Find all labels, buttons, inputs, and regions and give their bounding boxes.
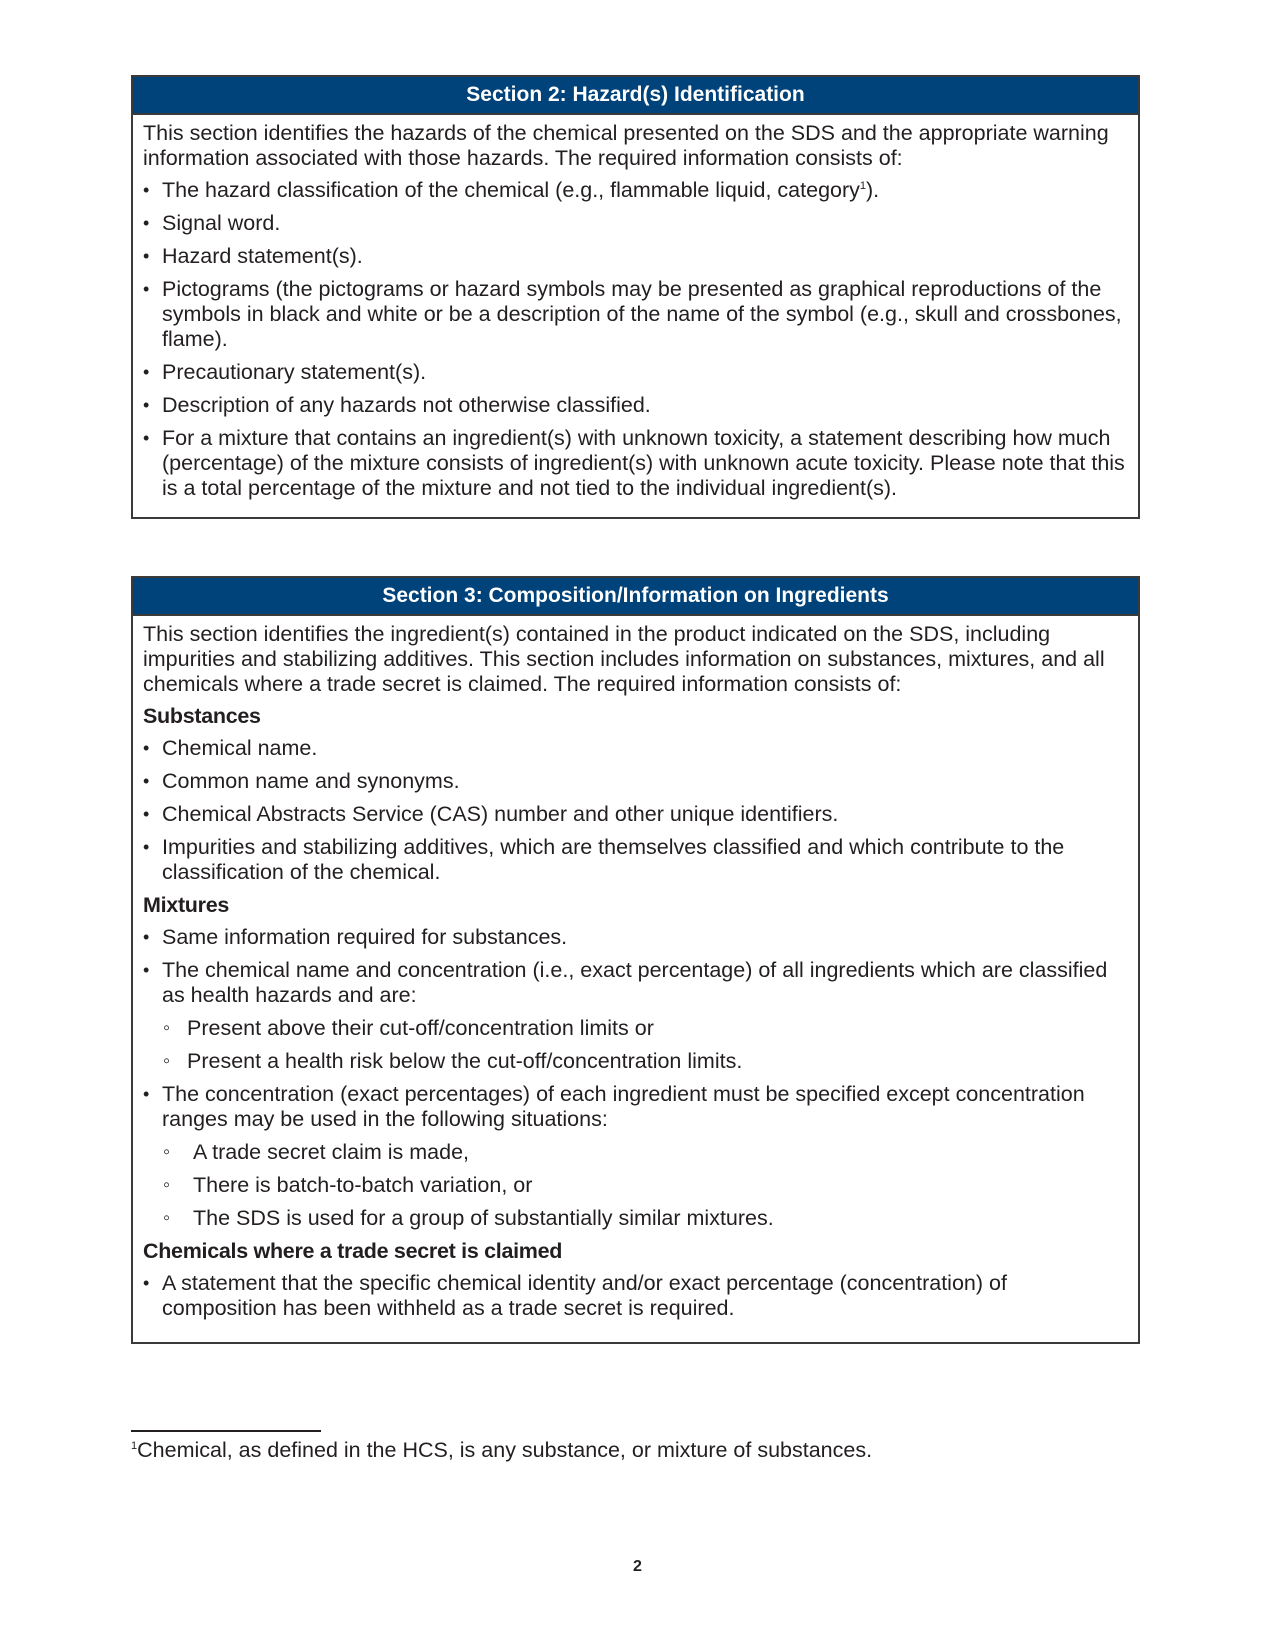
- trade-secret-list: [143, 1271, 1126, 1321]
- list-item: • Signal word.: [143, 211, 1126, 236]
- list-item: [143, 178, 1126, 203]
- list-item: • The concentration (exact percentages) of each ingredient must be specified except concentration ranges may be used in the following situations:: [143, 1082, 1126, 1132]
- list-item: • For a mixture that contains an ingredient(s) with unknown toxicity, a statement describing how much (percentage) of the mixture consists of ingredient(s) with unknown acute toxicity. Please note that this is a total percentage of the mixture and not tied to the individual ingredient(s).: [143, 426, 1126, 501]
- section-2-list: [143, 178, 1126, 501]
- trade-secret-heading: Chemicals where a trade secret is claimed: [143, 1239, 563, 1263]
- section-2-box: [131, 75, 1140, 519]
- list-item: • Chemical name.: [143, 736, 1126, 761]
- list-item: • Same information required for substances.: [143, 925, 1126, 950]
- list-item: • Hazard statement(s).: [143, 244, 1126, 269]
- section-3-intro: This section identifies the ingredient(s) contained in the product indicated on the SDS, including impurities and stabilizing additives. This section includes information on substances, mixtures, and all chemicals where a trade secret is claimed. The required information consists of:: [143, 622, 1105, 696]
- section-3-body: [133, 616, 1138, 1331]
- list-item: • Pictograms (the pictograms or hazard symbols may be presented as graphical reproductions of the symbols in black and white or be a description of the name of the symbol (e.g., skull and crossbones, flame).: [143, 277, 1126, 352]
- list-item: • A statement that the specific chemical identity and/or exact percentage (concentration) of composition has been withheld as a trade secret is required.: [143, 1271, 1126, 1321]
- section-3-box: [131, 576, 1140, 1344]
- list-item: • Impurities and stabilizing additives, which are themselves classified and which contribute to the classification of the chemical.: [143, 835, 1126, 885]
- list-item: • Chemical Abstracts Service (CAS) number and other unique identifiers.: [143, 802, 1126, 827]
- section-2-title: Section 2: Hazard(s) Identification: [133, 77, 1138, 115]
- footnote-text: Chemical, as defined in the HCS, is any substance, or mixture of substances.: [137, 1438, 873, 1462]
- list-item: • Precautionary statement(s).: [143, 360, 1126, 385]
- substances-list: [143, 736, 1126, 885]
- sub-list-item: ◦ A trade secret claim is made,: [143, 1140, 1126, 1165]
- list-item: • Description of any hazards not otherwise classified.: [143, 393, 1126, 418]
- sub-list-item: ◦ Present a health risk below the cut-off/concentration limits.: [143, 1049, 1126, 1074]
- footnote: [131, 1437, 872, 1463]
- mixtures-list: [143, 925, 1126, 1231]
- list-item: • The chemical name and concentration (i.e., exact percentage) of all ingredients which are classified as health hazards and are:: [143, 958, 1126, 1008]
- footnote-marker: 1: [131, 1439, 138, 1452]
- footnote-divider: [131, 1430, 321, 1432]
- sub-list-item: ◦ Present above their cut-off/concentration limits or: [143, 1016, 1126, 1041]
- page-number: 2: [633, 1558, 642, 1575]
- bullet-text-end: ).: [866, 178, 880, 202]
- sub-list-item: ◦ The SDS is used for a group of substantially similar mixtures.: [143, 1206, 1126, 1231]
- footnote-ref[interactable]: 1: [859, 179, 867, 192]
- list-item: • Common name and synonyms.: [143, 769, 1126, 794]
- bullet-text: The hazard classification of the chemical (e.g., flammable liquid, category: [162, 178, 860, 202]
- section-2-body: [133, 115, 1138, 511]
- sub-list-item: ◦ There is batch-to-batch variation, or: [143, 1173, 1126, 1198]
- mixtures-heading: Mixtures: [143, 893, 230, 917]
- section-2-intro: This section identifies the hazards of the chemical presented on the SDS and the appropriate warning information associated with those hazards. The required information consists of:: [143, 121, 1109, 170]
- substances-heading: Substances: [143, 704, 261, 728]
- section-3-title: Section 3: Composition/Information on Ingredients: [133, 578, 1138, 616]
